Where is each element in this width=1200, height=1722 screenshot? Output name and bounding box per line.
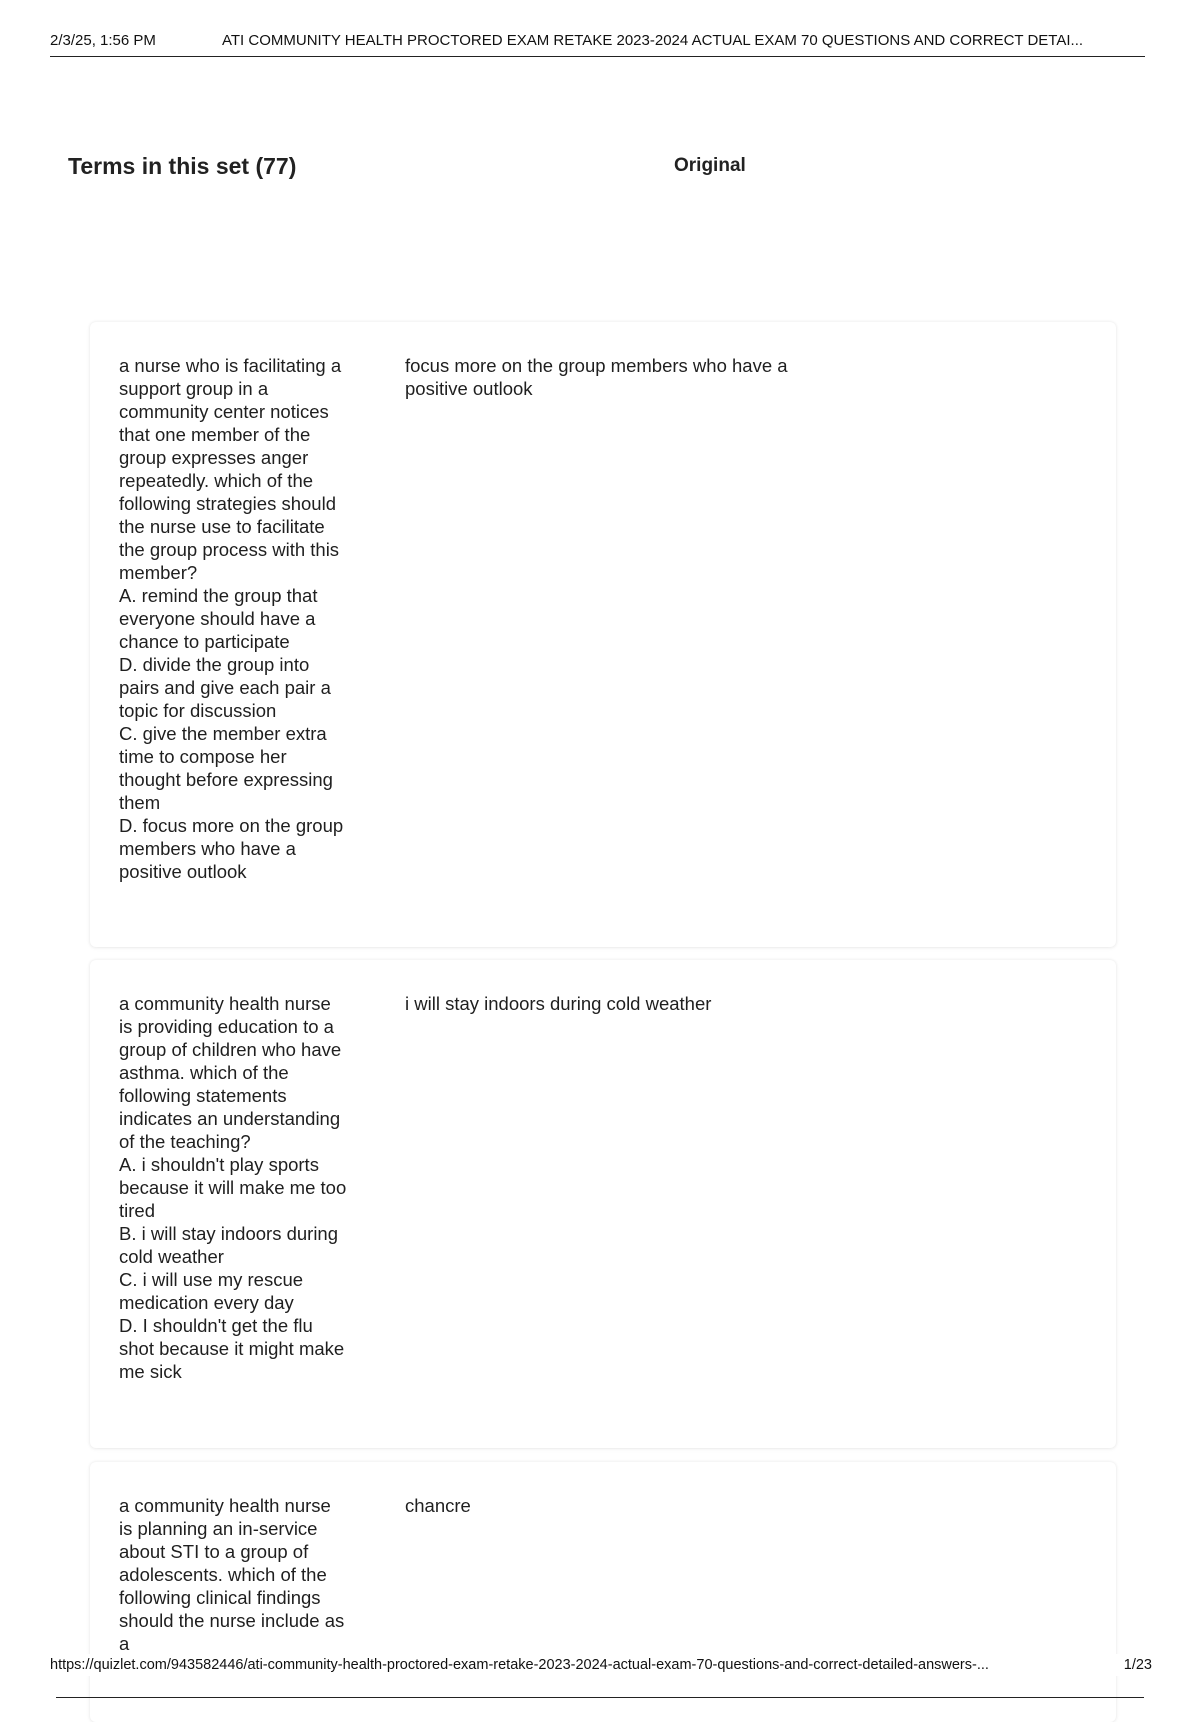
page-url: https://quizlet.com/943582446/ati-community-health-proctored-exam-retake-2023-2024-actual-exam-70-questions-and-correct-detailed-answers-... (50, 1657, 989, 1673)
print-date: 2/3/25, 1:56 PM (50, 32, 156, 49)
print-footer (50, 1654, 1152, 1676)
definition-text: focus more on the group members who have a positive outlook (405, 355, 788, 399)
term-text: a community health nurse is planning an in-service about STI to a group of adolescents. which of the following clinical findings should the nurse include as a (119, 1495, 345, 1654)
term-card (90, 960, 1116, 1448)
original-sort-label[interactable]: Original (674, 155, 746, 176)
print-header (50, 28, 1145, 57)
definition-text: i will stay indoors during cold weather (405, 993, 712, 1014)
footer-divider (56, 1697, 1144, 1698)
term-card (90, 322, 1116, 947)
term-card (90, 1462, 1116, 1722)
document-title: ATI COMMUNITY HEALTH PROCTORED EXAM RETAKE 2023-2024 ACTUAL EXAM 70 QUESTIONS AND CORRECT DETAI... (222, 32, 1084, 49)
set-title: Terms in this set (77) (68, 153, 297, 179)
term-text: a nurse who is facilitating a support group in a community center notices that one member of the group expresses anger repeatedly. which of the following strategies should the nurse use to facilitate the group process with this member? A. remind the group that everyone should have a chance to participate D. divide the group into pairs and give each pair a topic for discussion C. give the member extra time to compose her thought before expressing them D. focus more on the group members who have a positive outlook (119, 355, 344, 882)
page-number: 1/23 (1123, 1657, 1152, 1673)
term-text: a community health nurse is providing education to a group of children who have asthma. which of the following statements indicates an understanding of the teaching? A. i shouldn't play sports because it will make me too tired B. i will stay indoors during cold weather C. i will use my rescue medication every day D. I shouldn't get the flu shot because it might make me sick (119, 993, 347, 1382)
definition-text: chancre (405, 1495, 471, 1516)
